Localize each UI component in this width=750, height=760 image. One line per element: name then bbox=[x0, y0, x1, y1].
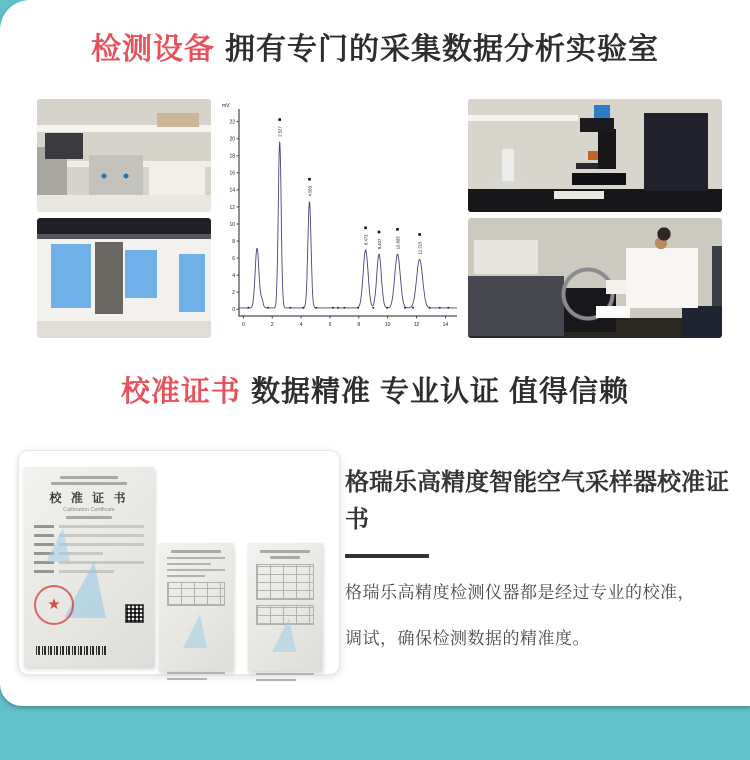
certificate-page-3 bbox=[248, 543, 322, 671]
cert-header-line bbox=[260, 550, 310, 553]
cert-header-line bbox=[60, 476, 118, 479]
svg-text:6: 6 bbox=[232, 255, 235, 262]
certificate-description-line2: 调试，确保检测数据的精准度。 bbox=[345, 629, 590, 649]
svg-text:2: 2 bbox=[270, 322, 274, 328]
cert-header-line bbox=[171, 550, 221, 553]
equipment-title-text: 拥有专门的采集数据分析实验室 bbox=[225, 33, 659, 66]
watermark-sail-icon bbox=[183, 611, 207, 648]
section-title-equipment bbox=[0, 24, 750, 68]
svg-text:10: 10 bbox=[229, 221, 235, 228]
svg-text:mV: mV bbox=[222, 103, 230, 109]
svg-text:12.215: 12.215 bbox=[417, 241, 423, 255]
certificate-page-2 bbox=[159, 543, 233, 671]
watermark-sail-icon bbox=[46, 525, 70, 562]
photo-grid bbox=[37, 99, 722, 338]
cert-text-line bbox=[256, 679, 296, 681]
cert-text-line bbox=[167, 672, 225, 674]
watermark-sail-icon bbox=[272, 615, 296, 652]
photo-column-right bbox=[468, 99, 722, 338]
cert-number-line bbox=[66, 516, 112, 519]
certificate-text-block bbox=[345, 464, 745, 670]
cert-header-line bbox=[270, 556, 300, 559]
certificate-description-line1: 格瑞乐高精度检测仪器都是经过专业的校准， bbox=[345, 583, 695, 603]
svg-text:20: 20 bbox=[229, 136, 235, 143]
photo-engineer-testing bbox=[468, 218, 722, 338]
certificate-page-main bbox=[24, 467, 154, 667]
svg-text:2: 2 bbox=[232, 289, 235, 296]
cert-table bbox=[167, 582, 225, 606]
calibration-title-text: 数据精准 专业认证 值得信赖 bbox=[250, 376, 630, 408]
analyzer-knobs-decoration bbox=[95, 169, 139, 183]
cert-table bbox=[256, 564, 314, 600]
heading-underline bbox=[345, 554, 429, 558]
cert-text-line bbox=[167, 563, 211, 565]
svg-text:14: 14 bbox=[229, 187, 235, 194]
calibration-badge: 校准证书 bbox=[120, 376, 241, 408]
section-title-calibration bbox=[0, 369, 750, 410]
svg-text:2.527: 2.527 bbox=[277, 126, 283, 137]
svg-text:18: 18 bbox=[229, 153, 235, 160]
svg-text:22: 22 bbox=[229, 119, 235, 126]
svg-text:10.683: 10.683 bbox=[395, 236, 401, 250]
chromatogram-svg bbox=[217, 99, 463, 338]
certificate-section bbox=[18, 450, 732, 674]
cert-text-line bbox=[167, 575, 205, 577]
svg-text:0: 0 bbox=[232, 306, 235, 313]
photo-microscope-station bbox=[468, 99, 722, 212]
svg-text:6: 6 bbox=[328, 322, 332, 328]
svg-text:8: 8 bbox=[232, 238, 235, 245]
svg-text:4: 4 bbox=[299, 322, 303, 328]
cert-header-line bbox=[51, 482, 127, 485]
svg-text:14: 14 bbox=[442, 322, 449, 328]
svg-text:0: 0 bbox=[241, 322, 245, 328]
cert-text-line bbox=[167, 569, 225, 571]
photo-column-left bbox=[37, 99, 211, 338]
svg-text:9.407: 9.407 bbox=[376, 238, 382, 250]
svg-text:4.583: 4.583 bbox=[307, 185, 313, 197]
cert-text-line bbox=[256, 673, 314, 675]
svg-text:12: 12 bbox=[413, 322, 420, 328]
svg-text:12: 12 bbox=[229, 204, 235, 211]
photo-lab-equipment bbox=[37, 99, 211, 212]
certificate-heading: 格瑞乐高精度智能空气采样器校准证书 bbox=[345, 469, 729, 534]
qr-code-icon bbox=[125, 604, 144, 623]
svg-text:8.473: 8.473 bbox=[363, 234, 369, 245]
red-seal-stamp-icon: ★ bbox=[34, 585, 74, 625]
chromatogram-chart bbox=[217, 99, 463, 338]
svg-text:4: 4 bbox=[232, 272, 235, 279]
cert-document-title: 校 准 证 书 bbox=[49, 491, 129, 505]
svg-text:8: 8 bbox=[357, 322, 361, 328]
cert-text-line bbox=[167, 557, 225, 559]
cert-text-line bbox=[167, 678, 207, 680]
barcode-icon bbox=[36, 646, 108, 655]
equipment-badge: 检测设备 bbox=[91, 33, 215, 66]
svg-text:16: 16 bbox=[229, 170, 235, 177]
cert-document-subtitle: Calibration Certificate bbox=[63, 507, 115, 513]
photo-lab-bench-cabinets bbox=[37, 218, 211, 338]
svg-text:10: 10 bbox=[384, 322, 391, 328]
certificate-image-panel bbox=[18, 450, 340, 675]
